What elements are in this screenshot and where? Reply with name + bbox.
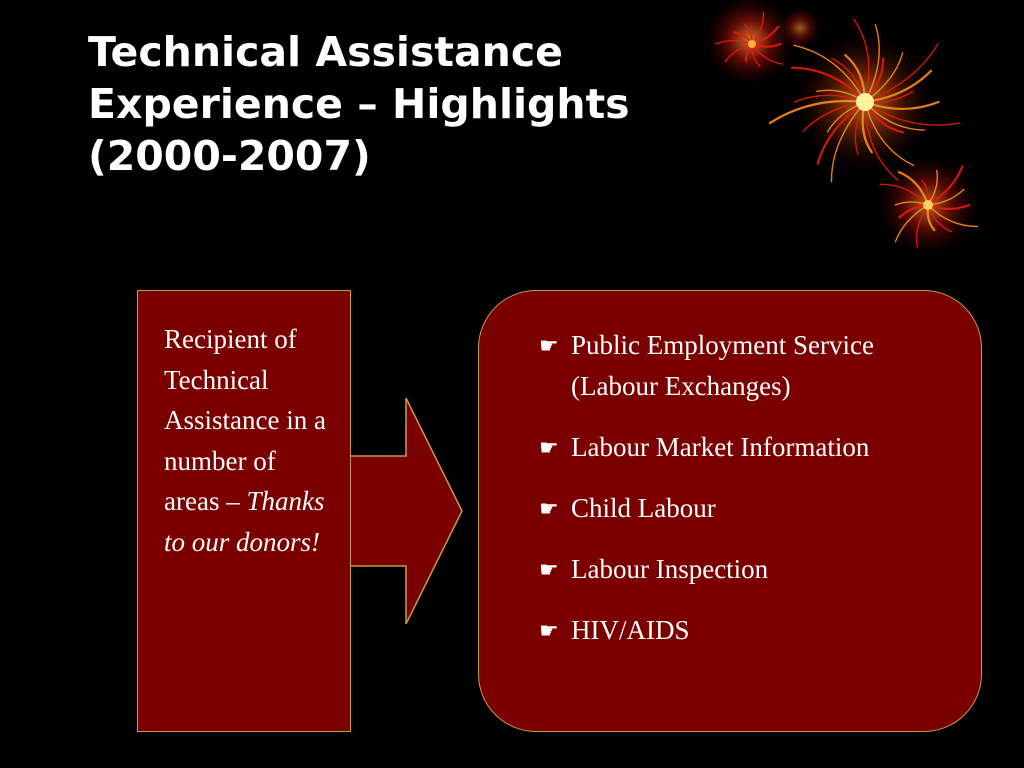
pointing-hand-icon: ☛ [539, 497, 559, 522]
pointing-hand-icon: ☛ [539, 436, 559, 461]
list-item [539, 427, 961, 468]
title-line: (2000-2007) [88, 132, 371, 180]
recipient-box [137, 290, 351, 732]
list-item-text: Labour Inspection [571, 554, 769, 584]
list-item [539, 610, 961, 651]
list-item [539, 325, 961, 407]
list-item-text: Public Employment Service (Labour Exchanges) [571, 330, 874, 401]
thanks-text: Thanks to our donors! [164, 486, 325, 557]
title-line: Experience – Highlights [88, 80, 630, 128]
areas-box [478, 290, 982, 732]
right-arrow [348, 398, 466, 624]
pointing-hand-icon: ☛ [539, 619, 559, 644]
list-item-text: Child Labour [571, 493, 716, 523]
slide-title [88, 26, 788, 182]
pointing-hand-icon: ☛ [539, 334, 559, 359]
list-item [539, 488, 961, 529]
list-item [539, 549, 961, 590]
recipient-text: Recipient of Technical Assistance in a number of areas – [164, 324, 326, 516]
title-line: Technical Assistance [88, 28, 563, 76]
areas-list [539, 325, 961, 651]
list-item-text: Labour Market Information [571, 432, 870, 462]
list-item-text: HIV/AIDS [571, 615, 690, 645]
pointing-hand-icon: ☛ [539, 558, 559, 583]
